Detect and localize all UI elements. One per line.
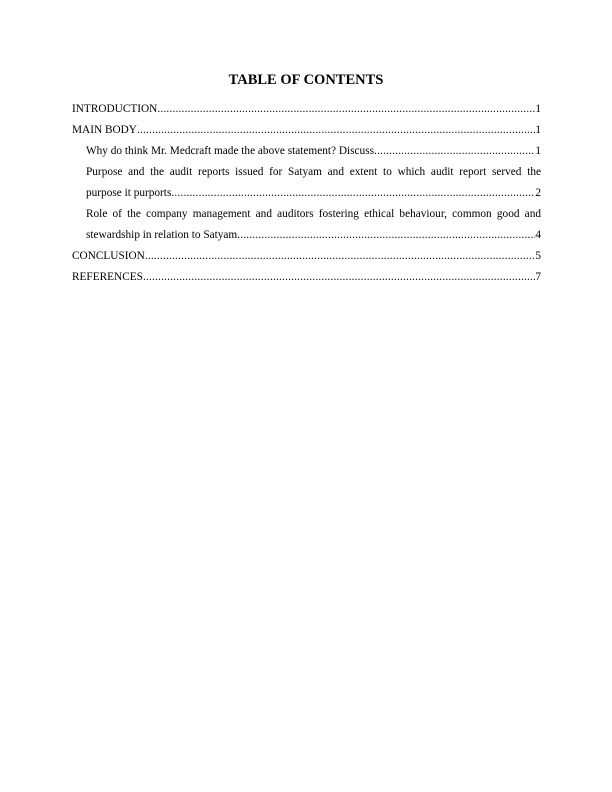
toc-entry-management-role[interactable] [72, 204, 541, 246]
toc-entry-text: Purpose and the audit reports issued for Satyam and extent to which audit report served the [86, 166, 541, 178]
toc-entry-main-body[interactable] [72, 120, 541, 141]
toc-entry-conclusion[interactable] [72, 246, 541, 267]
toc-line [72, 183, 541, 204]
dot-leader [171, 183, 535, 204]
toc-line [72, 225, 541, 246]
toc-page-number: 1 [535, 124, 541, 136]
toc-entry-references[interactable] [72, 267, 541, 288]
toc-line [72, 267, 541, 288]
toc-entry-text: Why do think Mr. Medcraft made the above statement? Discuss [86, 145, 374, 157]
toc-entry-text: REFERENCES [72, 271, 143, 283]
toc-line [72, 99, 541, 120]
toc-entry-introduction[interactable] [72, 99, 541, 120]
toc-entry-text: stewardship in relation to Satyam [86, 229, 238, 241]
dot-leader [157, 99, 535, 120]
toc-entry-text: Role of the company management and auditors fostering ethical behaviour, common good and [86, 208, 541, 220]
toc-page-number: 1 [535, 103, 541, 115]
dot-leader [237, 225, 535, 246]
toc-line [72, 204, 541, 225]
toc-line [72, 120, 541, 141]
toc-page-number: 2 [535, 187, 541, 199]
dot-leader [137, 120, 535, 141]
toc-line [72, 141, 541, 162]
toc-line [72, 246, 541, 267]
dot-leader [374, 141, 535, 162]
toc-page-number: 1 [535, 145, 541, 157]
toc-entry-text: CONCLUSION [72, 250, 145, 262]
toc-page-number: 5 [535, 250, 541, 262]
dot-leader [145, 246, 536, 267]
toc-entry-text: MAIN BODY [72, 124, 137, 136]
toc-entry-audit-reports[interactable] [72, 162, 541, 204]
toc-entry-text: purpose it purports [86, 187, 172, 199]
toc-title: TABLE OF CONTENTS [228, 72, 384, 88]
toc-page-number: 7 [535, 271, 541, 283]
dot-leader [143, 267, 535, 288]
toc-entry-medcraft-statement[interactable] [72, 141, 541, 162]
table-of-contents [72, 99, 541, 288]
toc-line [72, 162, 541, 183]
toc-entry-text: INTRODUCTION [72, 103, 158, 115]
toc-page-number: 4 [535, 229, 541, 241]
